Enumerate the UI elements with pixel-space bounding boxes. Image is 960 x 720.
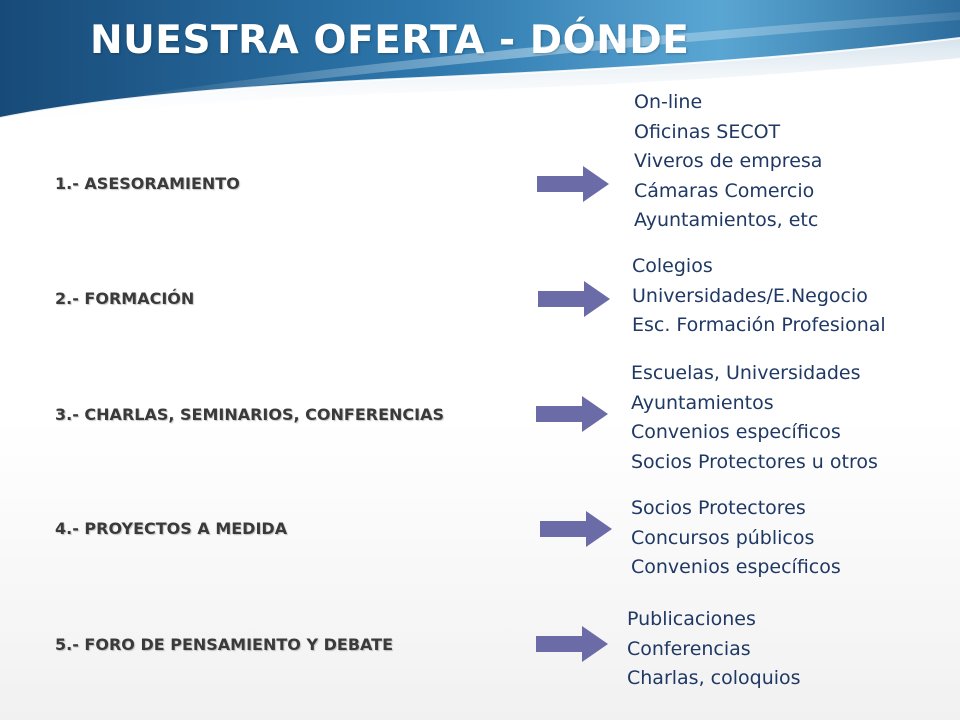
row-label-proyectos: 4.- PROYECTOS A MEDIDA bbox=[55, 519, 288, 538]
row-label-formacion: 2.- FORMACIÓN bbox=[55, 289, 195, 308]
destination-item: Oficinas SECOT bbox=[634, 120, 781, 143]
destination-item: Socios Protectores u otros bbox=[631, 450, 878, 473]
destination-item: Esc. Formación Profesional bbox=[632, 314, 886, 336]
destination-list-formacion bbox=[632, 252, 886, 341]
right-arrow-icon bbox=[540, 509, 612, 549]
destination-item: On-line bbox=[634, 91, 703, 113]
destination-item: Universidades/E.Negocio bbox=[632, 284, 868, 307]
destination-item: Socios Protectores bbox=[631, 497, 806, 519]
destination-item: Viveros de empresa bbox=[634, 150, 823, 172]
destination-item: Concursos públicos bbox=[631, 526, 815, 549]
destination-item: Ayuntamientos bbox=[631, 391, 774, 414]
destination-item: Escuelas, Universidades bbox=[631, 362, 861, 384]
destination-list-charlas bbox=[631, 359, 878, 477]
destination-item: Convenios específicos bbox=[631, 556, 841, 578]
destination-item: Convenios específicos bbox=[631, 421, 841, 443]
destination-list-asesoramiento bbox=[634, 88, 822, 236]
row-label-asesoramiento: 1.- ASESORAMIENTO bbox=[55, 174, 240, 193]
row-label-charlas: 3.- CHARLAS, SEMINARIOS, CONFERENCIAS bbox=[55, 405, 444, 424]
destination-item: Ayuntamientos, etc bbox=[634, 209, 819, 231]
right-arrow-icon bbox=[536, 394, 608, 434]
destination-item: Publicaciones bbox=[627, 608, 756, 630]
right-arrow-icon bbox=[538, 279, 610, 319]
row-label-foro: 5.- FORO DE PENSAMIENTO Y DEBATE bbox=[55, 635, 394, 654]
destination-item: Charlas, coloquios bbox=[627, 667, 801, 689]
right-arrow-icon bbox=[536, 624, 608, 664]
destination-list-foro bbox=[627, 605, 801, 694]
destination-list-proyectos bbox=[631, 494, 841, 583]
destination-item: Cámaras Comercio bbox=[634, 179, 815, 202]
destination-item: Colegios bbox=[632, 255, 713, 277]
right-arrow-icon bbox=[537, 164, 609, 204]
destination-item: Conferencias bbox=[627, 637, 751, 660]
page-title: NUESTRA OFERTA - DÓNDE bbox=[90, 18, 690, 63]
